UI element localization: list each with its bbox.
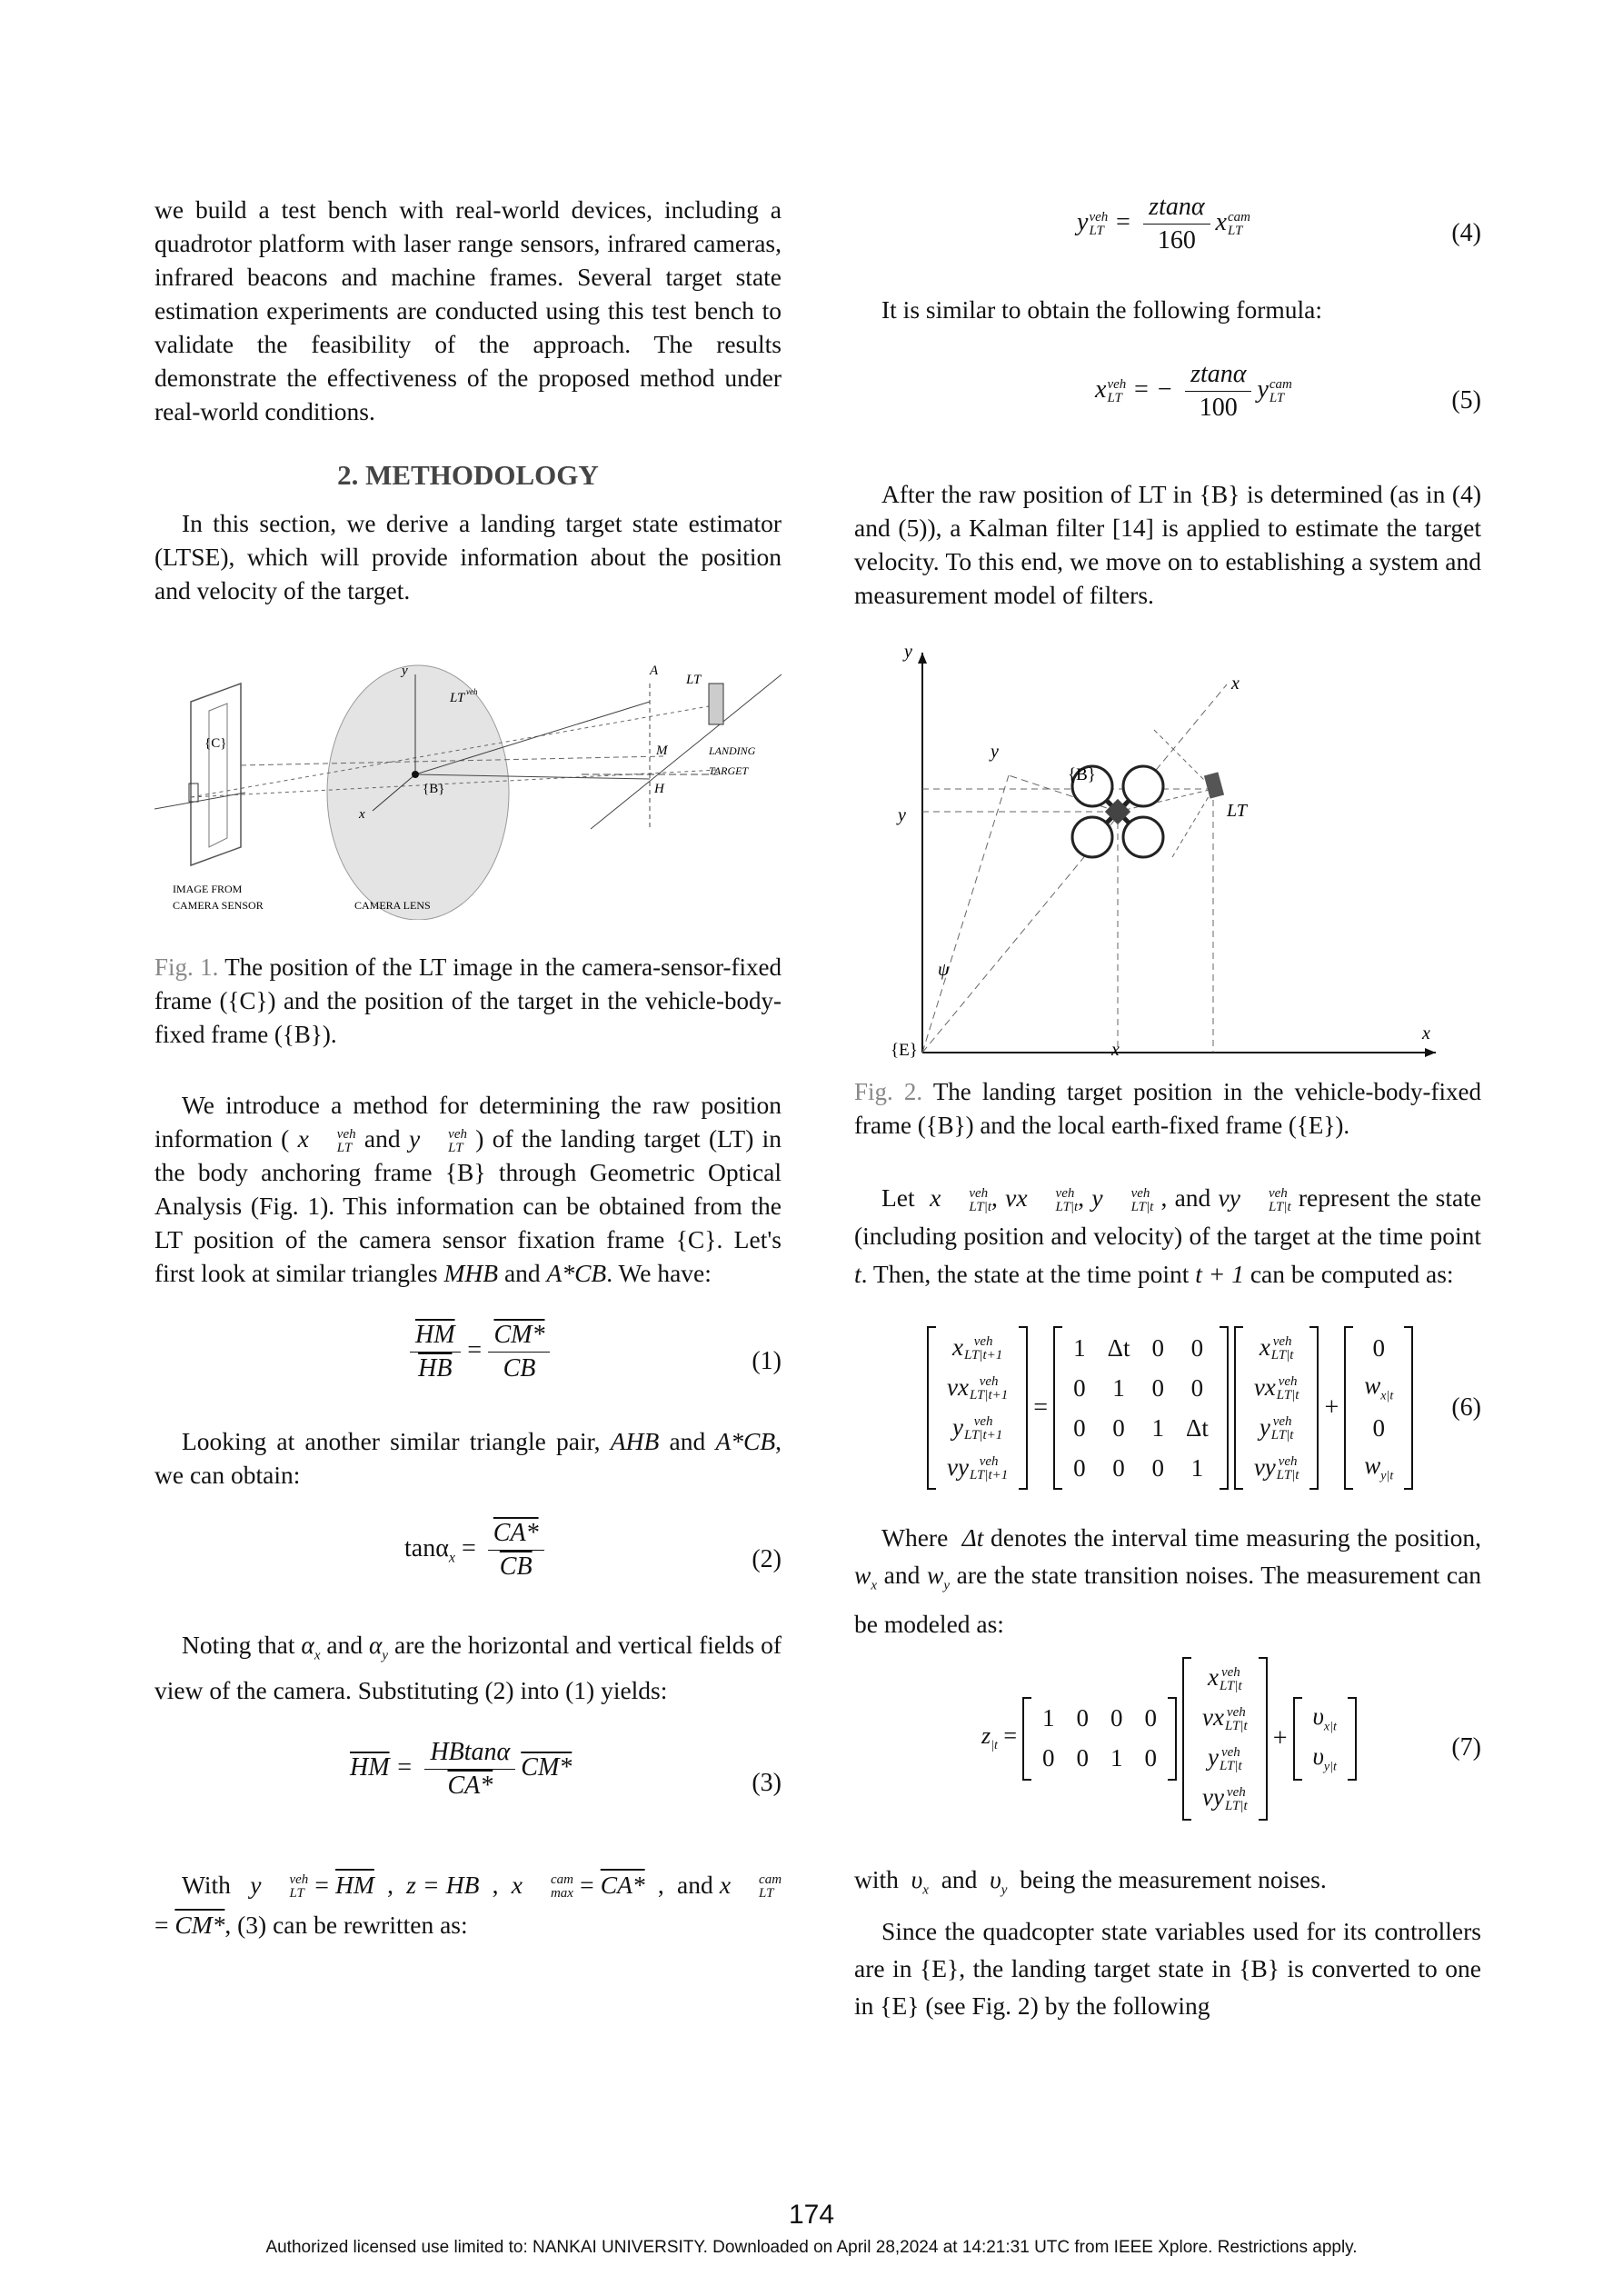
equation-number: (2) xyxy=(752,1545,782,1573)
eq2-sub: x xyxy=(448,1550,455,1566)
math-term: A*CB xyxy=(546,1259,607,1287)
eq3-tail: CM* xyxy=(521,1752,573,1782)
eq6-noise-entry: 0 xyxy=(1372,1413,1386,1442)
eq6-matrix-entry: 0 xyxy=(1190,1373,1204,1402)
page-number: 174 xyxy=(788,2200,835,2230)
text-run: We introduce a method for determining the raw position information ( xyxy=(154,1091,782,1153)
right-column xyxy=(854,193,1481,2024)
math-term: t + 1 xyxy=(1195,1260,1244,1288)
math-term: t xyxy=(854,1260,861,1288)
eq6-matrix-entry: 1 xyxy=(1112,1373,1125,1402)
eq5-den: 100 xyxy=(1199,394,1238,422)
eq3-lhs: $\overline{HM}$ xyxy=(350,1752,390,1782)
figure-1 xyxy=(154,647,782,929)
text-run: and xyxy=(363,1124,401,1153)
equation-number: (3) xyxy=(752,1768,782,1797)
eq6-state-current: x veh LT|t vx veh LT|t y veh LT|t vy veh LT|t xyxy=(1234,1326,1319,1490)
fig2-label: x xyxy=(1111,1040,1120,1060)
fig1-label: A xyxy=(650,664,659,678)
triangle-paragraph xyxy=(154,1424,782,1492)
eq7-matrix-entry: 0 xyxy=(1076,1744,1090,1772)
eq7-matrix-entry: 0 xyxy=(1110,1704,1123,1732)
fig1-label: LANDING xyxy=(709,744,756,757)
eq6-state-next: x veh LT|t+1 vx veh LT|t+1 y veh LT|t+1 vy veh LT|t+1 xyxy=(927,1326,1028,1490)
eq2-lhs: tanα xyxy=(404,1533,449,1562)
eq5-num: ztanα xyxy=(1185,360,1251,392)
figure-2-caption-label: Fig. 2. xyxy=(854,1078,923,1105)
text-run: . Then, the state at the time point xyxy=(861,1260,1190,1288)
text-run: and xyxy=(669,1427,706,1455)
fig1-label: LT xyxy=(450,691,465,705)
eq6-matrix-entry: 0 xyxy=(1190,1333,1204,1362)
conversion-paragraph: Since the quadcopter state variables used for its controllers are in {E}, the landing target state in {B} is converted to one in {E} (see Fig. 2) by the following xyxy=(854,1917,1481,2020)
eq6-matrix-entry: 0 xyxy=(1112,1413,1125,1442)
eq6-noise-entry: w xyxy=(1364,1372,1381,1400)
math-term: Δt xyxy=(961,1523,984,1552)
equation-4: y veh LT = $\frac{ztan\alpha}{160}$ x cam LT (4) xyxy=(1077,193,1481,255)
intro-paragraph: we build a test bench with real-world devices, including a quadrotor platform with laser range sensors, infrared cameras, infrared beacons and machine frames. Several target state estimation experiments are conducted using this test bench to validate the feasibility of the approach. The results demonstrate the effectiveness of the proposed method under real-world conditions. xyxy=(154,195,782,425)
equation-1: $\frac{\overline{HM}}{HB}$ = $\frac{CM*}{CB}$ (1) xyxy=(154,1312,782,1412)
text-run: denotes the interval time measuring the position, xyxy=(991,1523,1482,1552)
fig1-label: H xyxy=(654,782,664,796)
eq7-state: x veh LT|t vx veh LT|t y veh LT|t vy veh LT|t xyxy=(1182,1657,1268,1821)
math-term: AHB xyxy=(610,1427,660,1455)
eq6-matrix-entry: 0 xyxy=(1073,1373,1086,1402)
text-run: . We have: xyxy=(606,1259,712,1287)
fig1-label: y xyxy=(402,664,408,678)
text-run: and xyxy=(503,1259,541,1287)
equation-6: x veh LT|t+1 vx veh LT|t+1 y veh LT|t+1 vy veh LT|t+1 = 1 Δt 0 0 0 1 0 0 0 0 1 Δt 0 0 0 1 x veh LT|t vx veh LT|t y veh LT|t vy veh LT|t + 0 $w_{x|t}$ 0 $w_{y|t}$ (6) xyxy=(854,1317,1481,1499)
eq6-matrix-entry: 1 xyxy=(1190,1453,1204,1482)
fig1-label: {C} xyxy=(204,736,227,751)
fig1-label: x xyxy=(359,807,365,822)
text-run: and xyxy=(676,1870,713,1899)
text-run: , and xyxy=(1160,1183,1211,1212)
text-run: and xyxy=(941,1864,978,1893)
eq4-den: 160 xyxy=(1157,226,1196,255)
fig1-label: LT xyxy=(686,673,702,687)
eq4-lhs: y xyxy=(1077,207,1089,236)
text-run: , we can obtain: xyxy=(154,1427,782,1489)
license-footer: Authorized licensed use limited to: NANKAI UNIVERSITY. Downloaded on April 28,2024 at 14:21:31 UTC from IEEE Xplore. Restrictions apply. xyxy=(265,2238,1358,2257)
eq6-matrix-entry: 1 xyxy=(1073,1333,1086,1362)
kalman-paragraph: After the raw position of LT in {B} is determined (as in (4) and (5)), a Kalman filter [14] is applied to estimate the target velocity. To this end, we move on to establishing a system and measurement model of filters. xyxy=(854,480,1481,609)
fig2-label: ψ xyxy=(938,960,950,980)
fig1-label: CAMERA SENSOR xyxy=(173,899,264,912)
similar-paragraph: It is similar to obtain the following formula: xyxy=(881,295,1322,324)
eq6-matrix-entry: 0 xyxy=(1073,1453,1086,1482)
fig2-label: x xyxy=(1231,674,1240,694)
text-run: , (3) can be rewritten as: xyxy=(224,1910,468,1939)
measurement-noise-paragraph: with $\upsilon_x$ and $\upsilon_y$ being the measurement noises. xyxy=(854,1864,1327,1897)
equation-number: (4) xyxy=(1451,219,1481,247)
text-run: Looking at another similar triangle pair, xyxy=(182,1427,601,1455)
fig1-label: CAMERA LENS xyxy=(354,899,431,912)
figure-1-caption xyxy=(154,951,782,1052)
eq3-num: HBtanα xyxy=(424,1738,515,1770)
figure-2 xyxy=(854,639,1481,1066)
eq6-noise-entry: 0 xyxy=(1372,1333,1386,1362)
eq6-noise-vector: 0 $w_{x|t}$ 0 $w_{y|t}$ xyxy=(1344,1326,1413,1490)
eq7-matrix-entry: 0 xyxy=(1076,1704,1090,1732)
eq6-matrix-entry: Δt xyxy=(1185,1413,1209,1442)
fig2-label: y xyxy=(898,805,906,825)
text-run: with xyxy=(854,1864,899,1893)
section-title: 2. METHODOLOGY xyxy=(337,459,599,491)
fig1-label: TARGET xyxy=(709,764,749,777)
text-run: can be computed as: xyxy=(1250,1260,1454,1288)
equation-2: tanα$_x$ = $\frac{CA*}{CB}$ (2) xyxy=(404,1519,782,1581)
fig2-label: {B} xyxy=(1068,765,1096,784)
eq7-noise: $\upsilon_{x|t}$ $\upsilon_{y|t}$ xyxy=(1293,1697,1357,1781)
eq5-lhs: x xyxy=(1095,374,1107,404)
eq7-matrix-entry: 1 xyxy=(1110,1744,1123,1772)
text-run: and xyxy=(883,1561,921,1589)
fig2-label: {E} xyxy=(891,1041,918,1060)
eq4-num: ztanα xyxy=(1143,193,1210,225)
eq7-matrix-entry: 0 xyxy=(1144,1744,1158,1772)
eq6-noise-entry: w xyxy=(1364,1452,1381,1480)
fig1-label: IMAGE FROM xyxy=(173,883,243,895)
equation-3: $\overline{HM}$ = $\frac{HBtan\alpha}{CA*}$ CM* (3) xyxy=(350,1737,782,1800)
text-run: being the measurement noises. xyxy=(1020,1864,1327,1893)
eq7-matrix-entry: 0 xyxy=(1144,1704,1158,1732)
eq6-matrix-entry: 0 xyxy=(1151,1373,1164,1402)
eq6-transition-matrix xyxy=(1053,1326,1229,1490)
figure-1-diagram xyxy=(154,647,782,920)
eq2-den: CB xyxy=(499,1552,533,1581)
math-term: z = HB xyxy=(406,1870,480,1899)
with-paragraph: With y veh LT = $\overline{HM}$ , z = HB , x cam max = CA* , and x cam LT = CM*, (3) can be rewritten as: xyxy=(154,1870,782,1939)
eq1-den-left: HB xyxy=(418,1354,453,1383)
equation-number: (7) xyxy=(1451,1732,1481,1762)
fig2-label: LT xyxy=(1227,801,1247,821)
text-run: represent the state (including position and velocity) of the target at the time point xyxy=(854,1183,1482,1250)
equation-5: x veh LT = − $\frac{ztan\alpha}{100}$ y cam LT (5) xyxy=(1095,360,1481,422)
fig1-label: {B} xyxy=(423,782,445,796)
state-paragraph: Let x veh LT|t , vx veh LT|t , y veh LT|t , and vy veh LT|t represent the state (including position and velocity) of the target at the time point t. Then, the state at the time point t + 1 can be computed as: xyxy=(854,1183,1482,1288)
text-run: are the horizontal and vertical fields of view of the camera. Substituting (2) into (1) yields: xyxy=(154,1631,782,1704)
fig2-label: y xyxy=(991,742,999,762)
eq6-matrix-entry: 0 xyxy=(1151,1333,1164,1362)
math-term: MHB xyxy=(443,1259,499,1287)
math-term: A*CB xyxy=(715,1427,776,1455)
text-run: ) of the landing target (LT) in the body anchoring frame {B} through Geometric Optical Analysis (Fig. 1). This information can be obtained from the LT position of the camera sensor fixation frame {C}. Let's first look at similar triangles xyxy=(154,1124,782,1287)
fig1-label: M xyxy=(656,744,668,758)
method-paragraph: We introduce a method for determining the raw position information ( x veh LT and y veh LT ) of the landing target (LT) in the body anchoring frame {B} through Geometric Optical Analysis (Fig. 1). This information can be obtained from the LT position of the camera sensor fixation frame {C}. Let's first look at similar triangles MHB and A*CB. We have: xyxy=(154,1091,782,1287)
fig1-label: veh xyxy=(466,687,478,696)
left-column xyxy=(154,193,782,1945)
figure-1-caption-label: Fig. 1. xyxy=(154,953,219,981)
landing-target-icon xyxy=(1204,772,1224,798)
where-paragraph: Where Δt denotes the interval time measuring the position, $w_x$ and $w_y$ are the state transition noises. The measurement can be modeled as: xyxy=(854,1523,1482,1638)
text-run: are the state transition noises. The measurement can be modeled as: xyxy=(854,1561,1482,1638)
text-run: Noting that xyxy=(182,1631,295,1659)
eq7-measurement-matrix xyxy=(1022,1697,1177,1781)
eq7-matrix-entry: 0 xyxy=(1042,1744,1055,1772)
equation-7: $z_{|t}$ = 1 0 0 0 0 0 1 0 x veh LT|t vx veh LT|t y veh LT|t vy veh LT|t + $\upsilon_{x|t}$ $\upsilon_{y|t}$ (7) xyxy=(854,1657,1481,1839)
noting-paragraph: Noting that $\alpha_x$ and $\alpha_y$ are the horizontal and vertical fields of view of the camera. Substituting (2) into (1) yields: xyxy=(154,1631,782,1704)
figure-2-caption xyxy=(854,1075,1481,1143)
eq1-num-left: $\overline{HM}$ xyxy=(410,1321,461,1353)
text-run: Let xyxy=(881,1183,915,1212)
figure-2-caption-text: The landing target position in the vehicle-body-fixed frame ({B}) and the local earth-fixed frame ({E}). xyxy=(854,1078,1481,1139)
figure-1-caption-text: The position of the LT image in the camera-sensor-fixed frame ({C}) and the position of the target in the vehicle-body-fixed frame ({B}). xyxy=(154,953,782,1048)
eq3-den: CA* xyxy=(447,1771,493,1800)
eq6-matrix-entry: 0 xyxy=(1073,1413,1086,1442)
text-run: Where xyxy=(881,1523,949,1552)
eq1-num-right: CM* xyxy=(488,1321,550,1353)
equation-number: (1) xyxy=(752,1347,782,1375)
fig2-label: y xyxy=(904,642,912,662)
fig2-label: x xyxy=(1422,1023,1430,1043)
equation-number: (6) xyxy=(1451,1393,1481,1422)
text-run: and xyxy=(326,1631,363,1659)
eq1-den-right: CB xyxy=(503,1354,536,1383)
eq7-matrix-entry: 1 xyxy=(1042,1704,1055,1732)
eq6-matrix-entry: 1 xyxy=(1151,1413,1164,1442)
section-paragraph: In this section, we derive a landing target state estimator (LTSE), which will provide information about the position and velocity of the target. xyxy=(154,509,782,604)
eq6-matrix-entry: Δt xyxy=(1107,1333,1130,1362)
eq2-num: CA* xyxy=(488,1519,544,1551)
figure-2-diagram xyxy=(854,639,1454,1066)
equation-number: (5) xyxy=(1451,386,1481,414)
eq6-matrix-entry: 0 xyxy=(1151,1453,1164,1482)
eq6-matrix-entry: 0 xyxy=(1112,1453,1125,1482)
text-run: With xyxy=(182,1870,231,1899)
